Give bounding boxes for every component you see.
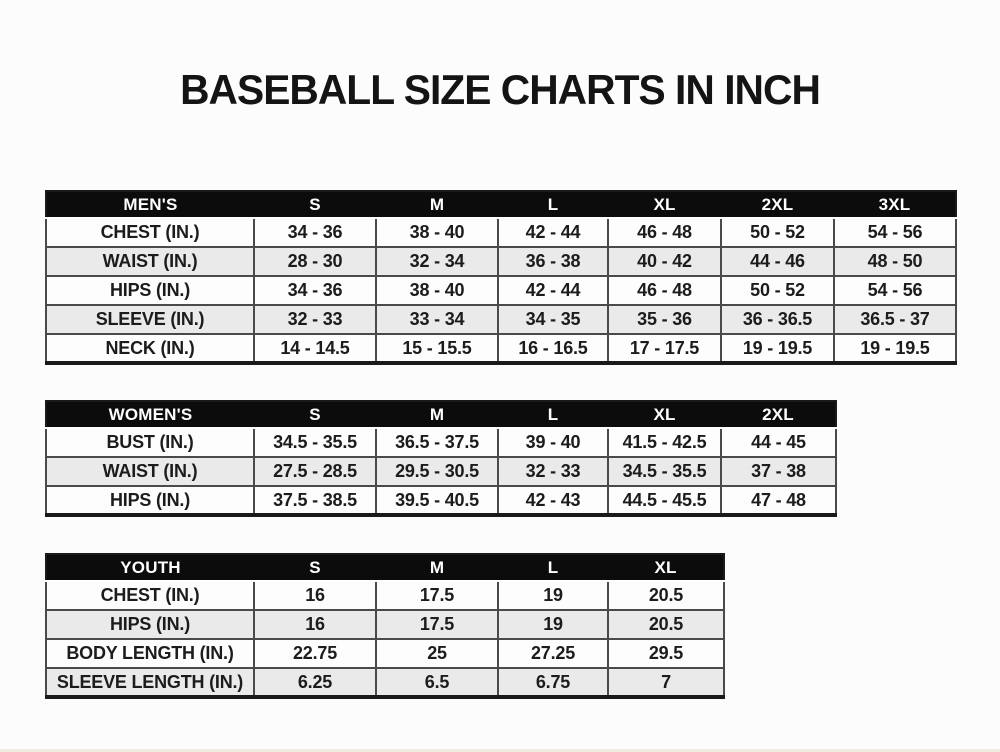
table-row [46,428,836,457]
table-row [46,276,956,305]
size-column-header: S [254,554,376,581]
size-value-cell: 19 [498,581,608,610]
size-value-cell: 19 - 19.5 [721,334,834,363]
table-row [46,247,956,276]
size-value-cell: 6.25 [254,668,376,697]
table-row [46,305,956,334]
womens-table-header [46,401,836,428]
mens-table-body [46,218,956,363]
table-row [46,668,724,697]
size-column-header: S [254,401,376,428]
row-label-cell: BODY LENGTH (IN.) [46,639,254,668]
mens-size-table [45,190,957,365]
size-value-cell: 34.5 - 35.5 [254,428,376,457]
size-value-cell: 35 - 36 [608,305,721,334]
header-row [46,191,956,218]
size-value-cell: 29.5 - 30.5 [376,457,498,486]
size-column-header: L [498,401,608,428]
size-value-cell: 17.5 [376,610,498,639]
size-value-cell: 50 - 52 [721,218,834,247]
size-value-cell: 48 - 50 [834,247,956,276]
row-label-cell: HIPS (IN.) [46,486,254,515]
row-label-cell: CHEST (IN.) [46,218,254,247]
size-value-cell: 32 - 34 [376,247,498,276]
size-value-cell: 27.25 [498,639,608,668]
size-value-cell: 41.5 - 42.5 [608,428,721,457]
size-value-cell: 46 - 48 [608,276,721,305]
size-column-header: S [254,191,376,218]
size-value-cell: 37.5 - 38.5 [254,486,376,515]
size-value-cell: 19 [498,610,608,639]
size-value-cell: 40 - 42 [608,247,721,276]
size-column-header: 3XL [834,191,956,218]
size-value-cell: 36 - 36.5 [721,305,834,334]
size-column-header: 2XL [721,191,834,218]
womens-size-table [45,400,837,517]
size-value-cell: 54 - 56 [834,276,956,305]
size-value-cell: 37 - 38 [721,457,836,486]
youth-table-body [46,581,724,697]
size-value-cell: 7 [608,668,724,697]
row-label-cell: HIPS (IN.) [46,610,254,639]
size-value-cell: 16 [254,581,376,610]
table-row [46,218,956,247]
page-title: BASEBALL SIZE CHARTS IN INCH [180,66,820,113]
size-value-cell: 32 - 33 [498,457,608,486]
size-value-cell: 34.5 - 35.5 [608,457,721,486]
size-value-cell: 17.5 [376,581,498,610]
table-row [46,581,724,610]
youth-size-table [45,553,725,699]
size-value-cell: 39 - 40 [498,428,608,457]
size-column-header: 2XL [721,401,836,428]
table-row [46,457,836,486]
size-value-cell: 16 - 16.5 [498,334,608,363]
mens-table-header [46,191,956,218]
size-value-cell: 44 - 46 [721,247,834,276]
group-header-cell: MEN'S [46,191,254,218]
size-value-cell: 36 - 38 [498,247,608,276]
size-value-cell: 20.5 [608,581,724,610]
size-column-header: XL [608,554,724,581]
size-value-cell: 34 - 35 [498,305,608,334]
size-value-cell: 33 - 34 [376,305,498,334]
size-value-cell: 54 - 56 [834,218,956,247]
size-value-cell: 44 - 45 [721,428,836,457]
size-value-cell: 29.5 [608,639,724,668]
size-column-header: M [376,554,498,581]
header-row [46,554,724,581]
size-value-cell: 16 [254,610,376,639]
size-value-cell: 14 - 14.5 [254,334,376,363]
size-value-cell: 6.75 [498,668,608,697]
womens-table-body [46,428,836,515]
size-value-cell: 17 - 17.5 [608,334,721,363]
size-value-cell: 47 - 48 [721,486,836,515]
size-column-header: L [498,191,608,218]
size-column-header: L [498,554,608,581]
size-value-cell: 39.5 - 40.5 [376,486,498,515]
row-label-cell: SLEEVE (IN.) [46,305,254,334]
row-label-cell: SLEEVE LENGTH (IN.) [46,668,254,697]
row-label-cell: WAIST (IN.) [46,247,254,276]
size-value-cell: 6.5 [376,668,498,697]
size-value-cell: 27.5 - 28.5 [254,457,376,486]
row-label-cell: HIPS (IN.) [46,276,254,305]
header-row [46,401,836,428]
size-value-cell: 42 - 44 [498,276,608,305]
size-column-header: M [376,191,498,218]
size-column-header: XL [608,401,721,428]
size-value-cell: 25 [376,639,498,668]
size-value-cell: 34 - 36 [254,276,376,305]
size-value-cell: 34 - 36 [254,218,376,247]
size-value-cell: 20.5 [608,610,724,639]
table-row [46,610,724,639]
size-value-cell: 46 - 48 [608,218,721,247]
size-value-cell: 38 - 40 [376,276,498,305]
youth-table-header [46,554,724,581]
size-value-cell: 42 - 43 [498,486,608,515]
table-row [46,486,836,515]
size-value-cell: 19 - 19.5 [834,334,956,363]
size-value-cell: 42 - 44 [498,218,608,247]
group-header-cell: YOUTH [46,554,254,581]
size-value-cell: 32 - 33 [254,305,376,334]
group-header-cell: WOMEN'S [46,401,254,428]
size-value-cell: 28 - 30 [254,247,376,276]
table-row [46,334,956,363]
size-value-cell: 36.5 - 37 [834,305,956,334]
size-column-header: M [376,401,498,428]
size-value-cell: 22.75 [254,639,376,668]
size-value-cell: 38 - 40 [376,218,498,247]
table-row [46,639,724,668]
size-value-cell: 15 - 15.5 [376,334,498,363]
row-label-cell: CHEST (IN.) [46,581,254,610]
size-column-header: XL [608,191,721,218]
row-label-cell: NECK (IN.) [46,334,254,363]
row-label-cell: WAIST (IN.) [46,457,254,486]
size-value-cell: 50 - 52 [721,276,834,305]
size-value-cell: 36.5 - 37.5 [376,428,498,457]
row-label-cell: BUST (IN.) [46,428,254,457]
size-value-cell: 44.5 - 45.5 [608,486,721,515]
